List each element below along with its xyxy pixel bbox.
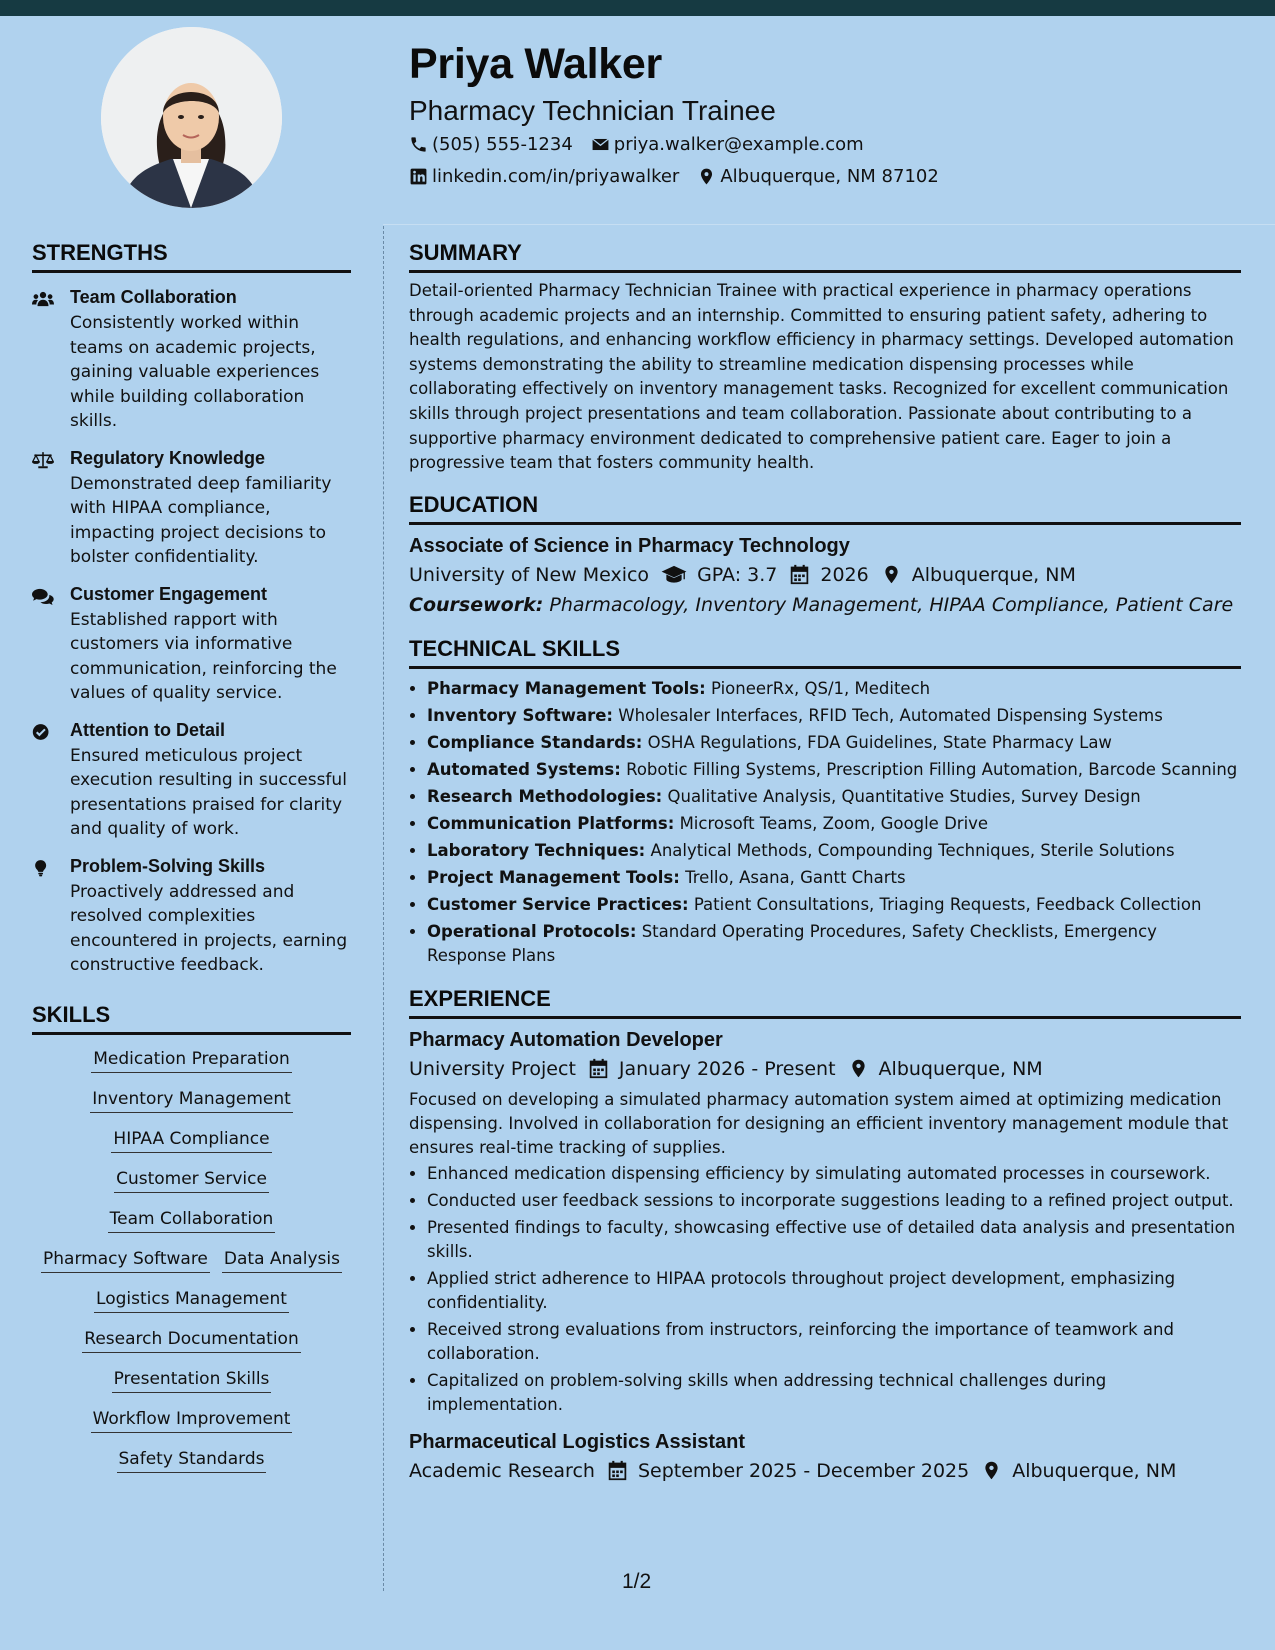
strength-item [32,448,351,570]
email-link[interactable]: priya.walker@example.com [613,134,864,155]
job-meta [409,1058,1241,1080]
users-icon [32,289,54,309]
list-item: • Presented findings to faculty, showcasing effective use of detailed data analysis and presentation skills. [427,1216,1241,1264]
skill-tag: Logistics Management [94,1289,289,1313]
tech-skill-value: Trello, Asana, Gantt Charts [685,867,906,887]
strength-title: Regulatory Knowledge [70,447,266,468]
phone-text[interactable]: (505) 555-1234 [432,134,573,155]
column-divider [383,226,384,1591]
tech-skill-label: Project Management Tools: [427,867,680,887]
phone-icon [409,135,428,154]
coursework-line [409,594,1241,616]
list-item: • Received strong evaluations from instructors, reinforcing the importance of teamwork and collaboration. [427,1318,1241,1366]
map-pin-icon [981,1460,1002,1481]
tech-skill-label: Communication Platforms: [427,813,675,833]
job-dates-item [588,1058,836,1080]
job-location-item [981,1460,1176,1482]
candidate-title: Pharmacy Technician Trainee [409,95,776,126]
job-dates: January 2026 - Present [618,1057,836,1080]
skills-heading: SKILLS [32,1002,351,1035]
lightbulb-icon [32,858,54,878]
tech-skill-value: Patient Consultations, Triaging Requests, Feedback Collection [693,894,1202,914]
list-item [427,920,1241,968]
list-item [427,785,1241,809]
top-accent-bar [0,0,1275,16]
tech-skill-label: Inventory Software: [427,705,614,725]
left-column [32,240,351,1489]
education-meta [409,564,1241,586]
graduation-year: 2026 [820,563,869,586]
strength-title: Problem-Solving Skills [70,855,266,876]
linkedin-icon [409,167,428,186]
tech-skill-value: Robotic Filling Systems, Prescription Filling Automation, Barcode Scanning [626,759,1238,779]
candidate-name: Priya Walker [409,40,662,88]
education-location-item [881,564,1076,586]
coursework-label: Coursework: [409,593,544,616]
skill-tag: Research Documentation [82,1329,300,1353]
strength-desc: Ensured meticulous project execution resulting in successful presentations praised for clarity and quality of work. [70,745,347,839]
skill-tag: Customer Service [114,1169,269,1193]
profile-photo [101,27,282,208]
list-item [427,758,1241,782]
linkedin-link[interactable]: linkedin.com/in/priyawalker [432,166,680,187]
strength-item [32,720,351,842]
tech-skill-value: Microsoft Teams, Zoom, Google Drive [679,813,989,833]
job-description: Focused on developing a simulated pharmacy automation system aimed at optimizing medication dispensing. Involved in collaboration for designing an efficient inventory management module that ensures real-time tracking of supplies. [409,1089,1229,1157]
education-section [409,492,1241,616]
tech-skill-label: Operational Protocols: [427,921,637,941]
tech-skill-label: Customer Service Practices: [427,894,689,914]
tech-skill-label: Automated Systems: [427,759,621,779]
strengths-heading: STRENGTHS [32,240,351,273]
strength-desc: Demonstrated deep familiarity with HIPAA compliance, impacting project decisions to bolster confidentiality. [70,473,332,567]
job-dates-item [607,1460,969,1482]
location-item [697,166,938,187]
education-heading: EDUCATION [409,492,1241,525]
contact-row-1 [409,134,882,155]
list-item [427,866,1241,890]
location-text: Albuquerque, NM 87102 [720,166,939,187]
list-item [427,731,1241,755]
calendar-icon [588,1058,609,1079]
technical-skills-heading: TECHNICAL SKILLS [409,636,1241,669]
page-number: 1/2 [622,1570,652,1593]
job-org: University Project [409,1057,576,1080]
skill-tag: Safety Standards [117,1449,267,1473]
tech-skill-value: OSHA Regulations, FDA Guidelines, State Pharmacy Law [647,732,1112,752]
technical-skills-section [409,636,1241,968]
list-item [427,839,1241,863]
skill-tag: Presentation Skills [112,1369,272,1393]
coursework-text: Pharmacology, Inventory Management, HIPAA Compliance, Patient Care [549,593,1234,616]
tech-skill-label: Laboratory Techniques: [427,840,646,860]
calendar-icon [607,1460,628,1481]
map-pin-icon [881,564,902,585]
tech-skill-label: Compliance Standards: [427,732,643,752]
skill-tag: Pharmacy Software [41,1249,210,1273]
summary-heading: SUMMARY [409,240,1241,273]
skill-tag: Data Analysis [222,1249,342,1273]
skills-list [32,1049,351,1473]
list-item [427,704,1241,728]
list-item: • Enhanced medication dispensing efficiency by simulating automated processes in coursework. [427,1162,1241,1186]
school-name: University of New Mexico [409,563,650,586]
profile-photo-illustration [101,27,282,208]
summary-text: Detail-oriented Pharmacy Technician Trainee with practical experience in pharmacy operations through academic projects and an internship. Committed to ensuring patient safety, adhering to health regulations, and enhancing workflow efficiency in pharmacy settings. Developed automation systems demonstrating the ability to streamline medication dispensing processes while collaborating effectively on inventory management tasks. Recognized for excellent communication skills through project presentations and team collaboration. Passionate about contributing to a supportive pharmacy environment dedicated to comprehensive patient care. Eager to join a progressive team that fosters community health. [409,281,1234,473]
tech-skill-value: PioneerRx, QS/1, Meditech [710,678,931,698]
job-bullets [409,1162,1241,1417]
strength-title: Customer Engagement [70,583,268,604]
technical-skills-list [409,677,1241,968]
job-location: Albuquerque, NM [878,1057,1043,1080]
strength-item [32,287,351,434]
list-item: • Capitalized on problem-solving skills when addressing technical challenges during implementation. [427,1369,1241,1417]
calendar-icon [789,564,810,585]
job-location-item [848,1058,1043,1080]
year-item [789,564,868,586]
list-item: • Applied strict adherence to HIPAA protocols throughout project development, emphasizing confidentiality. [427,1267,1241,1315]
job-location: Albuquerque, NM [1012,1459,1177,1482]
tech-skill-label: Pharmacy Management Tools: [427,678,706,698]
job-role: Pharmacy Automation Developer [409,1028,723,1051]
list-item [427,893,1241,917]
job-dates: September 2025 - December 2025 [637,1459,970,1482]
strength-desc: Consistently worked within teams on academic projects, gaining valuable experiences while building collaboration skills. [70,313,320,431]
strength-item [32,856,351,978]
tech-skill-label: Research Methodologies: [427,786,663,806]
degree-title: Associate of Science in Pharmacy Technology [409,534,850,557]
tech-skill-value: Analytical Methods, Compounding Techniques, Sterile Solutions [650,840,1175,860]
scale-icon [32,450,54,470]
strength-desc: Established rapport with customers via informative communication, reinforcing the values of quality service. [70,609,337,703]
strength-desc: Proactively addressed and resolved complexities encountered in projects, earning constructive feedback. [70,881,348,975]
contact-row-2 [409,166,957,187]
list-item [427,677,1241,701]
map-pin-icon [697,167,716,186]
strength-item [32,584,351,706]
job-org: Academic Research [409,1459,595,1482]
strength-title: Attention to Detail [70,719,225,740]
map-pin-icon [848,1058,869,1079]
gpa-text: GPA: 3.7 [697,563,778,586]
skill-tag: Workflow Improvement [91,1409,293,1433]
experience-section [409,986,1241,1482]
check-circle-icon [32,722,54,742]
tech-skill-value: Qualitative Analysis, Quantitative Studies, Survey Design [667,786,1141,806]
job-role: Pharmaceutical Logistics Assistant [409,1430,746,1453]
linkedin-item [409,166,679,187]
tech-skill-value: Wholesaler Interfaces, RFID Tech, Automated Dispensing Systems [618,705,1163,725]
skill-tag: Team Collaboration [108,1209,276,1233]
strength-title: Team Collaboration [70,287,237,307]
list-item [427,812,1241,836]
phone-item [409,134,573,155]
job-meta [409,1460,1241,1482]
education-location: Albuquerque, NM [911,563,1076,586]
skill-tag: Inventory Management [90,1089,293,1113]
skill-tag: Medication Preparation [91,1049,292,1073]
right-column [409,240,1241,1482]
skill-tag: HIPAA Compliance [111,1129,271,1153]
tech-skill-value: Standard Operating Procedures, Safety Checklists, Emergency Response Plans [427,921,1157,965]
experience-heading: EXPERIENCE [409,986,1241,1019]
header-divider [383,224,1275,225]
comments-icon [32,586,54,606]
list-item: • Conducted user feedback sessions to incorporate suggestions leading to a refined project output. [427,1189,1241,1213]
graduation-cap-icon [661,564,687,585]
gpa-item [661,564,777,586]
email-item [591,134,864,155]
envelope-icon [591,135,610,154]
